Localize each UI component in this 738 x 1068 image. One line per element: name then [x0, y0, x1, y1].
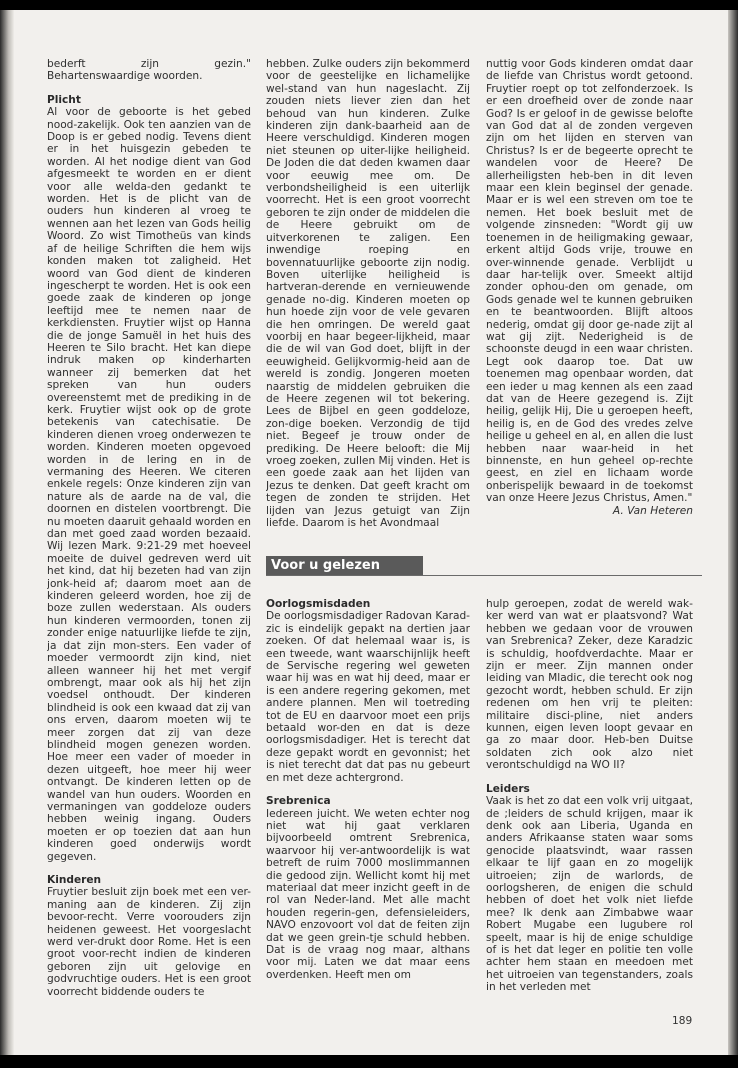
srebrenica-text: Iedereen juicht. We weten echter nog niet wat hij gaat verklaren bijvoorbeeld omtrent Srebrenica, waarvoor hij ver-antwoordelijk is wat betreft de ruim 7000 moslimmannen die gedood zijn. Wellicht komt hij met materiaal dat meer inzicht geeft in de rol van Neder-land. Met alle macht houden regerin-gen, defensieleiders, NAVO enzovoort vol dat de feiten zijn dat we geen grein-tje schuld hebben. Dat is de vraag nog maar, althans voor mij. Laten we dat maar eens overdenken. Heeft men om — [266, 807, 470, 981]
heading-plicht: Plicht — [47, 93, 81, 106]
page-binding-shadow — [0, 10, 14, 1055]
heading-srebrenica: Srebrenica — [266, 795, 331, 808]
col3-text: nuttig voor Gods kinderen omdat daar de liefde van Christus wordt getoond. Fruytier roept op tot zelfonderzoek. Is er een droefheid over de zonde naar God? Is er geloof in de gewisse belofte van God dat al de zonden vergeven zijn om het lijden en sterven van Christus? Is er de begeerte oprecht te wandelen voor de Heere? De allerheiligsten heb-ben in dit leven maar een klein beginsel der genade. Maar er is wel een streven om toe te nemen. Het boek besluit met de volgende zinsneden: "Wordt gij uw toenemen in de heiligmaking gewaar, erkent altijd Gods vrije, trouwe en over-winnende genade. Verblijdt u daar har-telijk over. Smeekt altijd zonder ophou-den om genade, om Gods genade wel te kunnen gebruiken en te beantwoorden. Blijft altoos nederig, omdat gij door ge-nade zijt al wat gij zijt. Nederigheid is de schoonste deugd in een waar christen. Legt ook daarop toe. Dat uw toenemen mag openbaar worden, dat een ieder u mag kennen als een zaad dat van de Heere gezegend is. Zijt heilig, gelijk Hij, Die u geroepen heeft, heilig is, en de God des vredes zelve heilige u geheel en al, en allen die lust hebben naar waar-heid in het binnenste, en hun geheel op-rechte geest, en ziel en lichaam worde onberispelijk bewaard in de toekomst van onze Heere Jezus Christus, Amen." — [486, 58, 693, 505]
oorlogsmisdaden-text: De oorlogsmisdadiger Radovan Karad-zic is eindelijk gepakt na dertien jaar zoeken. Of dat helemaal waar is, is een tweede, want waarschijnlijk heeft de Servische regering wel geweten waar hij was en wat hij deed, maar er is een andere regering gekomen, met andere plannen. Men wil toetreding tot de EU en daarvoor moet een prijs betaald wor-den en dat is deze oorlogsmisdadiger. Het is terecht dat deze gepakt wordt en gevonnist; het is niet terecht dat dat pas nu gebeurt en met deze achtergrond. — [266, 610, 470, 784]
article-signature: A. Van Heteren — [612, 504, 693, 517]
column-1 — [47, 58, 251, 1014]
kinderen-text: Fruytier besluit zijn boek met een ver-maning aan de kinderen. Zij zijn bevoor-recht. Verre voorouders zijn heidenen geweest. Het voorgeslacht werd ver-drukt door Rome. Het is een groot voor-recht indien de kinderen geboren zijn uit gelovige en godvruchtige ouders. Het is een groot voorrecht biddende ouders te — [47, 886, 251, 998]
column-3 — [486, 58, 693, 528]
heading-leiders: Leiders — [486, 782, 530, 795]
section-banner: Voor u gelezen — [266, 556, 423, 576]
heading-kinderen: Kinderen — [47, 874, 102, 886]
magazine-page — [0, 10, 738, 1055]
col3b-text: hulp geroepen, zodat de wereld wak-ker werd van wat er plaatsvond? Wat hebben we gedaan voor de vrouwen van Srebrenica? Zeker, deze Karadzic is schuldig, hoofdverdachte. Maar er zijn er meer. Zijn mannen onder leiding van Mladic, die terecht ook nog gezocht wordt, hebben schuld. Er zijn redenen om hen vrij te pleiten: militaire disci-pline, niet anders kunnen, eigen leven loopt gevaar en ga zo maar door. Heb-ben Duitse soldaten zich ook alzo niet verontschuldigd na WO II? — [486, 598, 693, 772]
column-2-lower — [266, 598, 470, 1014]
section-rule — [266, 575, 702, 576]
leiders-text: Vaak is het zo dat een volk vrij uitgaat, de ;leiders de schuld krijgen, maar ik denk ook aan Liberia, Uganda en anders Afrikaanse staten waar soms genocide plaatsvindt, waar rassen elkaar te lijf gaan en zo mogelijk uitroeien; zijn de warlords, de oorlogsheren, de enigen die schuld hebben of doet het volk niet liefde mee? Ik denk aan Zimbabwe waar Robert Mugabe een lugubere rol speelt, maar is hij de enige schuldige of is het dat leger en politie ten volle achter hem staan en meedoen met het uitroeien van tegenstanders, zoals in het verleden met — [486, 795, 693, 994]
intro-text: bederft zijn gezin." Behartenswaardige woorden. — [47, 58, 251, 83]
column-3-lower — [486, 598, 693, 1014]
column-2 — [266, 58, 470, 542]
page-number: 189 — [672, 1015, 693, 1027]
plicht-text: Al voor de geboorte is het gebed nood-zakelijk. Ook ten aanzien van de Doop is er gebed nodig. Tevens dient er in het huisgezin gebeden te worden. Al het nodige dient van God afgesmeekt te worden en er dient voor alle welda-den gedankt te worden. Het is de plicht van de ouders hun kinderen al vroeg te wennen aan het lezen van Gods heilig Woord. Zo wist Timotheüs van kinds af de heilige Schriften die hem wijs konden maken tot zaligheid. Het woord van God dient de kinderen ingescherpt te worden. Het is ook een goede zaak de kinderen op jonge leeftijd mee te nemen naar de kerkdiensten. Fruytier wijst op Hanna die de jonge Samuël in het huis des Heeren te Silo bracht. Het kan diepe indruk maken op kinderharten wanneer zij bemerken dat het spreken van hun ouders overeenstemt met de prediking in de kerk. Fruytier wijst ook op de grote betekenis van catechisatie. De kinderen dienen vroeg onderwezen te worden. Kinderen moeten opgevoed worden in de lering en in de vermaning des Heeren. We citeren enkele regels: Onze kinderen zijn van nature als de aarde na de val, die doornen en distelen voortbrengt. Die nu moeten daaruit gehaald worden en dan met goed zaad worden bezaaid. Wij lezen Mark. 9:21-29 met hoeveel moeite de duivel gedreven werd uit het kind, dat hij bezeten had van zijn jonk-heid af; daarom moet aan de kinderen geleerd worden, hoe zij de boze zullen wederstaan. Als ouders hun kinderen vermoorden, tonen zij zonder enige natuurlijke liefde te zijn, ja dat zijn mon-sters. Een vader of moeder vermoordt zijn kind, niet alleen wanneer hij het met vergif ombrengt, maar ook als hij het zijn voedsel onthoudt. Der kinderen blindheid is ook een kwaad dat zij van ons erven, daarom moeten wij te meer zorgen dat zij van deze blindheid mogen genezen worden. Hoe meer een vader of moeder in dezen uitgeeft, hoe meer hij weer ontvangt. De kinderen letten op de wandel van hun ouders. Woorden en vermaningen van goddeloze ouders hebben weinig ingang. Ouders moeten er op toezien dat aan hun kinderen goed onderwijs wordt gegeven. — [47, 106, 251, 863]
page-edge-shadow — [728, 10, 738, 1055]
heading-oorlogsmisdaden: Oorlogsmisdaden — [266, 598, 371, 610]
col2-text: hebben. Zulke ouders zijn bekommerd voor de geestelijke en lichamelijke wel-stand van hun nageslacht. Zij zouden niets liever zien dan het behoud van hun kinderen. Zulke kinderen zijn dank-baarheid aan de Heere verschuldigd. Kinderen mogen niet steunen op uiter-lijke heiligheid. De Joden die dat deden kwamen daar voor eeuwig mee om. De verbondsheiligheid is een uiterlijk voorrecht. Het is een groot voorrecht geboren te zijn onder de middelen die de Heere gebruikt om de uitverkorenen te zaligen. Een inwendige roeping en bovennatuurlijke geboorte zijn nodig. Boven uiterlijke heiligheid is hartveran-derende en vernieuwende genade no-dig. Kinderen moeten op hun hoede zijn voor de vele gevaren die hen omringen. De wereld gaat voorbij en haar begeer-lijkheid, maar die de wil van God doet, blijft in der eeuwigheid. Gelijkvormig-heid aan de wereld is zondig. Jongeren moeten naarstig de middelen gebruiken die de Heere zegenen wil tot bekering. Lees de Bijbel en geen goddeloze, zon-dige boeken. Verzondig de tijd niet. Begeef je trouw onder de prediking. De Heere belooft: die Mij vroeg zoeken, zullen Mij vinden. Het is een goede zaak aan het lijden van Jezus te denken. Dat geeft kracht om tegen de zonden te strijden. Het lijden van Jezus getuigt van Zijn liefde. Daarom is het Avondmaal — [266, 58, 470, 530]
